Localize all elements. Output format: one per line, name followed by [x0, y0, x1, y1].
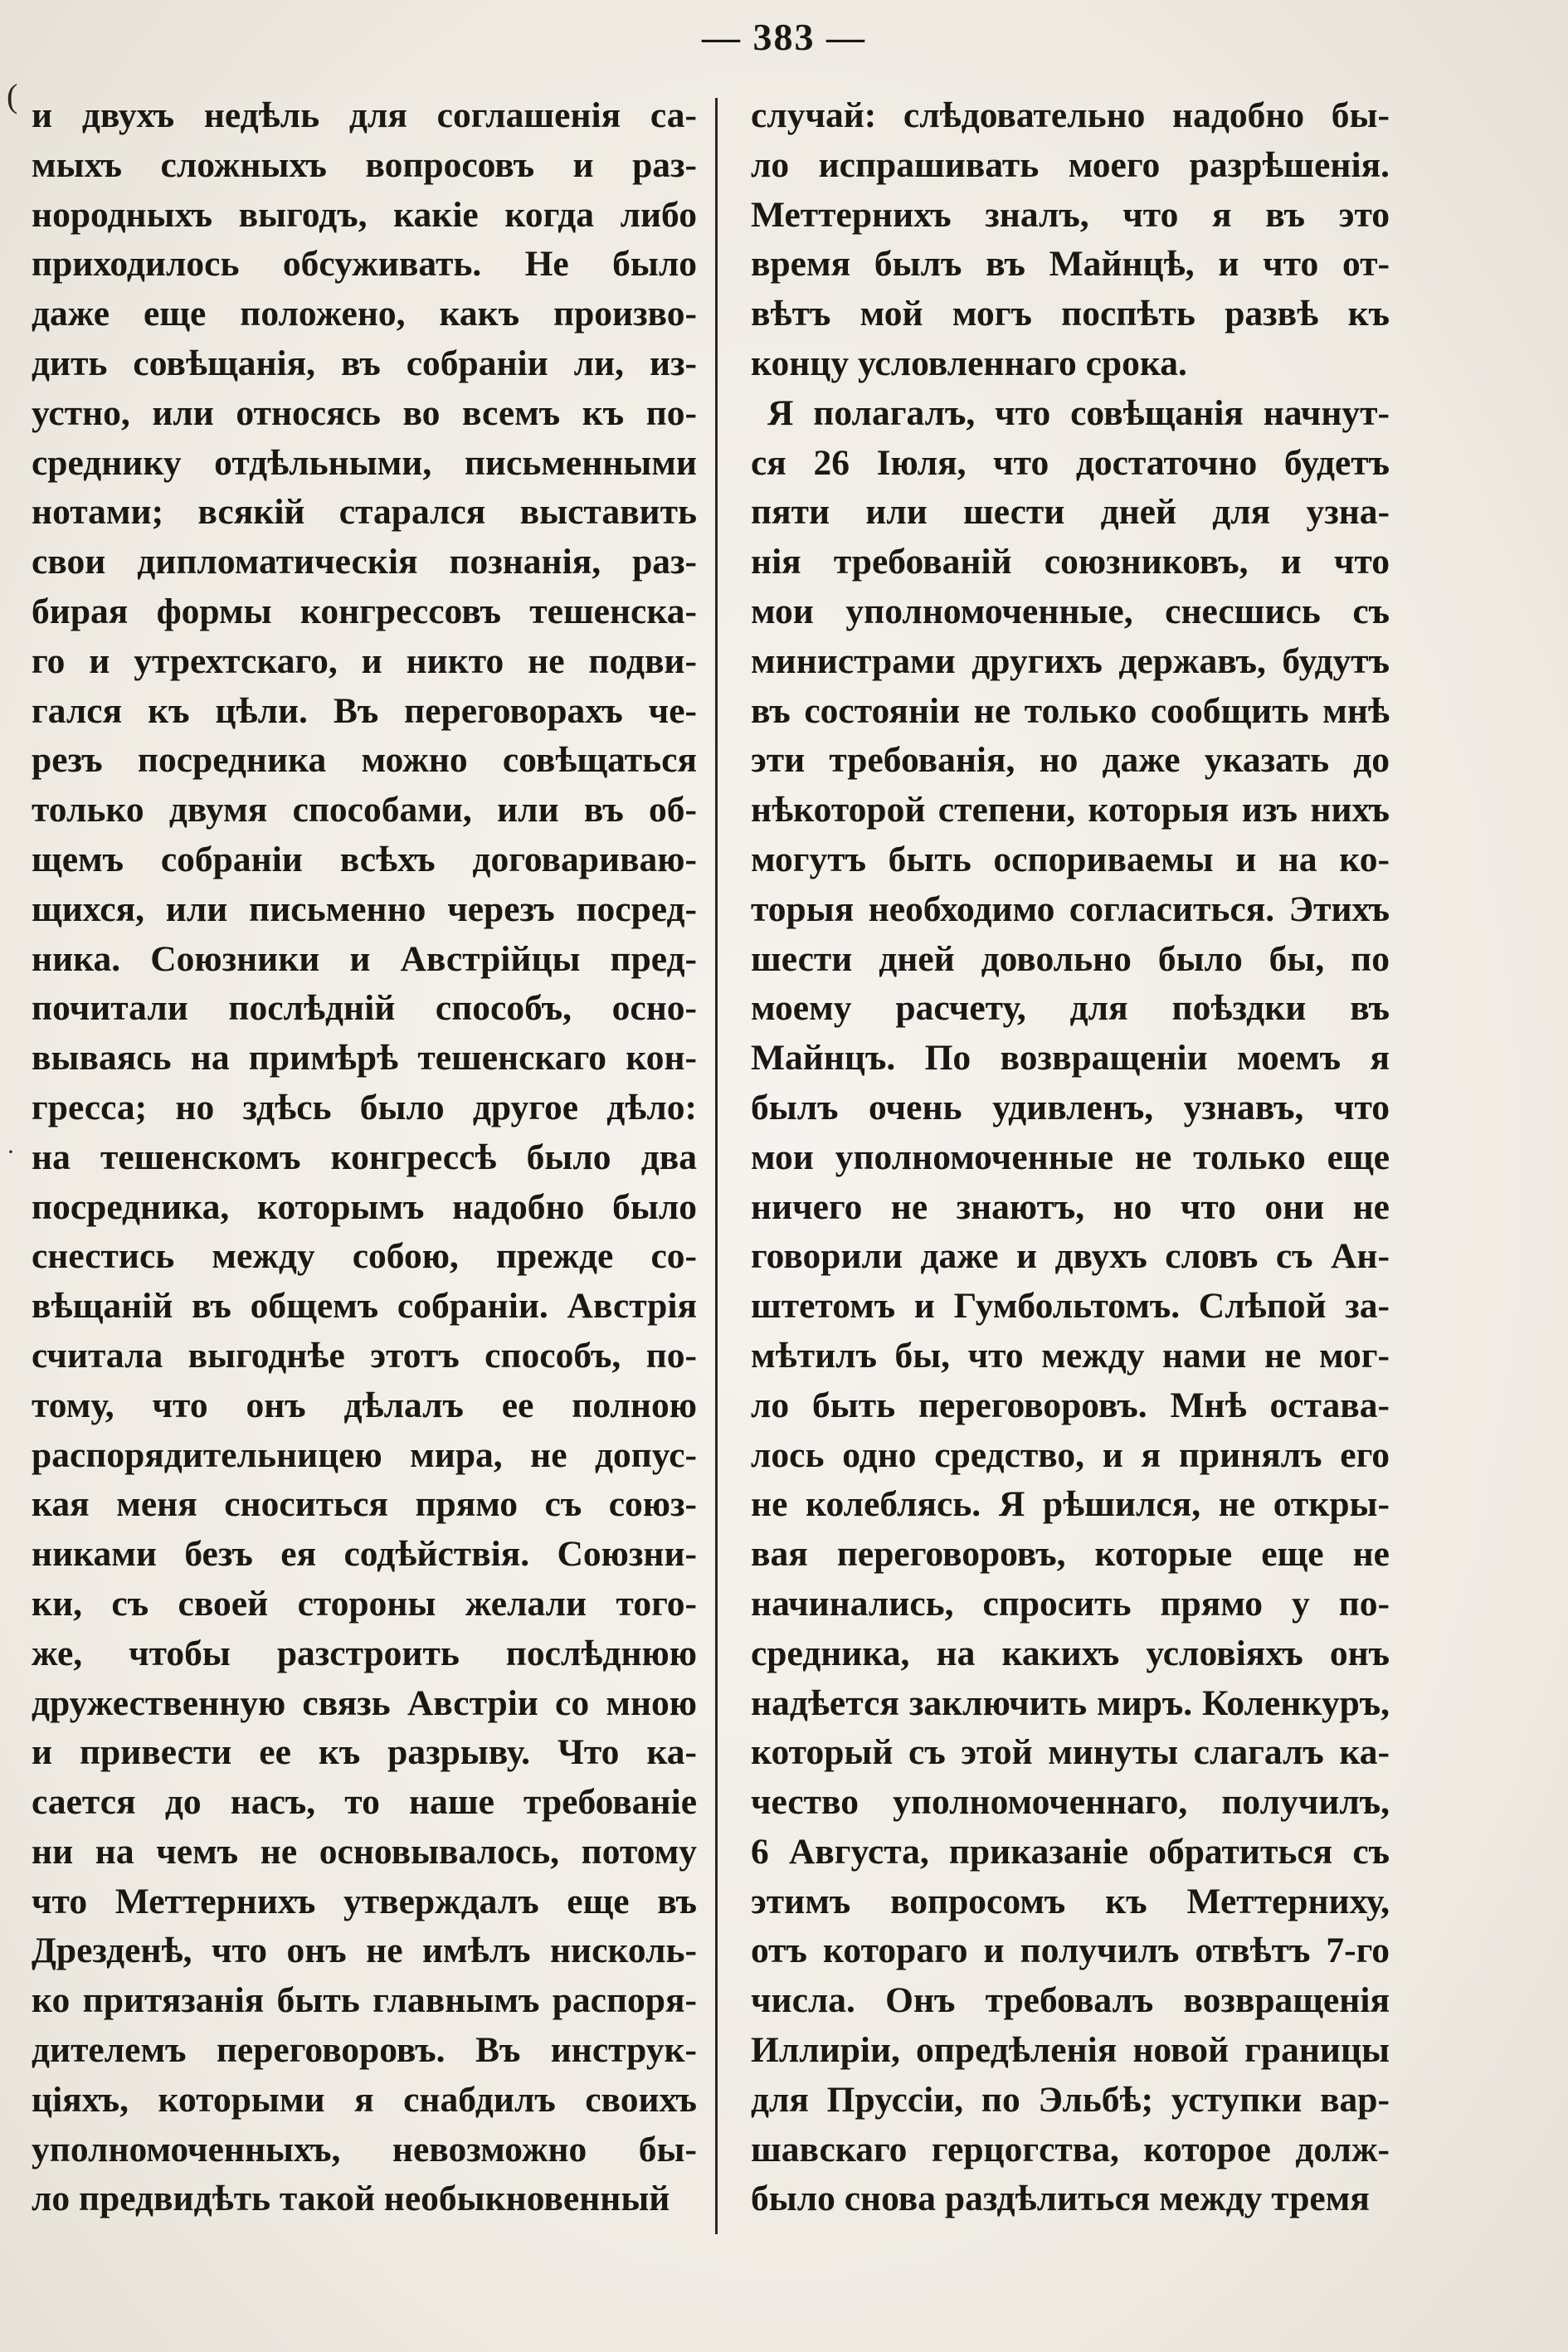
text-line: считала выгоднѣе этотъ способъ, по- [32, 1335, 697, 1376]
text-line: ціяхъ, которыми я снабдилъ своихъ [32, 2079, 697, 2120]
text-line: нѣкоторой степени, которыя изъ нихъ [751, 790, 1390, 830]
text-line: надѣется заключить миръ. Коленкуръ, [751, 1682, 1390, 1723]
right-text-column [751, 91, 1390, 2224]
column-divider [715, 98, 718, 2234]
text-line: ни на чемъ не основывалось, потому [32, 1831, 697, 1872]
text-line: вываясь на примѣрѣ тешенскаго кон- [32, 1038, 697, 1079]
text-line: никами безъ ея содѣйствія. Союзни- [32, 1534, 697, 1575]
text-line: числа. Онъ требовалъ возвращенія [751, 1980, 1390, 2021]
text-line: ся 26 Іюля, что достаточно будетъ [751, 442, 1390, 483]
text-line: могутъ быть оспориваемы и на ко- [751, 839, 1390, 879]
margin-bracket-mark: ( [7, 77, 18, 114]
text-line: ло испрашивать моего разрѣшенія. [751, 144, 1390, 185]
text-line: вѣтъ мой могъ поспѣть развѣ къ [751, 294, 1390, 334]
text-line: шавскаго герцогства, которое долж- [751, 2129, 1390, 2169]
text-line: нотами; всякій старался выставить [32, 492, 697, 533]
text-line: среднику отдѣльными, письменными [32, 442, 697, 483]
left-text-column [32, 91, 697, 2224]
text-line: мыхъ сложныхъ вопросовъ и раз- [32, 144, 697, 185]
text-line: снестись между собою, прежде со- [32, 1236, 697, 1277]
text-line: нія требованій союзниковъ, и что [751, 542, 1390, 582]
text-line: мои уполномоченные, снесшись съ [751, 591, 1390, 631]
text-line: ло предвидѣть такой необыкновенный [32, 2179, 670, 2219]
text-line: чество уполномоченнаго, получилъ, [751, 1782, 1390, 1823]
text-line: мѣтилъ бы, что между нами не мог- [751, 1335, 1390, 1376]
text-line: этимъ вопросомъ къ Меттерниху, [751, 1881, 1390, 1921]
text-line: говорили даже и двухъ словъ съ Ан- [751, 1236, 1390, 1277]
text-line: только двумя способами, или въ об- [32, 790, 697, 830]
text-line: дружественную связь Австріи со мною [32, 1682, 697, 1723]
text-line: лось одно средство, и я принялъ его [751, 1434, 1390, 1475]
text-line: моему расчету, для поѣздки въ [751, 988, 1390, 1029]
text-line: вая переговоровъ, которые еще не [751, 1534, 1390, 1575]
text-line: который съ этой минуты слагалъ ка- [751, 1732, 1390, 1773]
text-line: ко притязанія быть главнымъ распоря- [32, 1980, 697, 2021]
text-line: дить совѣщанія, въ собраніи ли, из- [32, 343, 697, 383]
text-line: гресса; но здѣсь было другое дѣло: [32, 1087, 697, 1127]
text-line: отъ котораго и получилъ отвѣтъ 7-го [751, 1931, 1390, 1971]
text-line: посредника, которымъ надобно было [32, 1186, 697, 1227]
text-line: свои дипломатическія познанія, раз- [32, 542, 697, 582]
text-line: приходилось обсуживать. Не было [32, 244, 697, 285]
text-line: нородныхъ выгодъ, какіе когда либо [32, 194, 697, 235]
text-line: начинались, спросить прямо у по- [751, 1583, 1390, 1624]
text-line: время былъ въ Майнцѣ, и что от- [751, 244, 1390, 285]
text-line: ки, съ своей стороны желали того- [32, 1583, 697, 1624]
text-line: кая меня сноситься прямо съ союз- [32, 1484, 697, 1525]
text-line: ло быть переговоровъ. Мнѣ остава- [751, 1385, 1390, 1425]
text-line: Я полагалъ, что совѣщанія начнут- [767, 392, 1390, 433]
text-line: мои уполномоченные не только еще [751, 1137, 1390, 1177]
text-line: почитали послѣдній способъ, осно- [32, 988, 697, 1029]
text-line: дителемъ переговоровъ. Въ инструк- [32, 2030, 697, 2071]
text-line: торыя необходимо согласиться. Этихъ [751, 889, 1390, 929]
text-line: даже еще положено, какъ произво- [32, 294, 697, 334]
text-line: Дрезденѣ, что онъ не имѣлъ нисколь- [32, 1931, 697, 1971]
text-line: и привести ее къ разрыву. Что ка- [32, 1732, 697, 1773]
page-number: — 383 — [702, 16, 866, 58]
text-line: Майнцъ. По возвращеніи моемъ я [751, 1038, 1390, 1079]
text-line: что Меттернихъ утверждалъ еще въ [32, 1881, 697, 1921]
text-line: случай: слѣдовательно надобно бы- [751, 95, 1390, 135]
text-line: уполномоченныхъ, невозможно бы- [32, 2129, 697, 2169]
text-line: шести дней довольно было бы, по [751, 938, 1390, 979]
text-line: вѣщаній въ общемъ собраніи. Австрія [32, 1286, 697, 1327]
text-line: концу условленнаго срока. [751, 343, 1187, 383]
text-line: и двухъ недѣль для соглашенія са- [32, 95, 697, 135]
text-line: резъ посредника можно совѣщаться [32, 740, 697, 781]
text-line: бирая формы конгрессовъ тешенска- [32, 591, 697, 631]
text-line: щемъ собраніи всѣхъ договаривaю- [32, 839, 697, 879]
text-line: ника. Союзники и Австрійцы пред- [32, 938, 697, 979]
text-line: ничего не знаютъ, но что они не [751, 1186, 1390, 1227]
text-line: Иллиріи, опредѣленія новой границы [751, 2030, 1390, 2071]
text-line: былъ очень удивленъ, узнавъ, что [751, 1087, 1390, 1127]
text-line: устно, или относясь во всемъ къ по- [32, 392, 697, 433]
text-line: тому, что онъ дѣлалъ ее полною [32, 1385, 697, 1425]
text-line: Меттернихъ зналъ, что я въ это [751, 194, 1390, 235]
text-line: распорядительницею мира, не допус- [32, 1434, 697, 1475]
text-line: средника, на какихъ условіяхъ онъ [751, 1633, 1390, 1673]
text-line: же, чтобы разстроить послѣднюю [32, 1633, 697, 1673]
margin-dot-mark: · [7, 1138, 15, 1166]
text-line: 6 Августа, приказаніе обратиться съ [751, 1831, 1390, 1872]
text-line: на тешенскомъ конгрессѣ было два [32, 1137, 697, 1177]
text-line: не колеблясь. Я рѣшился, не откры- [751, 1484, 1390, 1525]
text-line: въ состояніи не только сообщить мнѣ [751, 690, 1390, 731]
text-line: сается до насъ, то наше требованіе [32, 1782, 697, 1823]
text-line: штетомъ и Гумбольтомъ. Слѣпой за- [751, 1286, 1390, 1327]
text-line: эти требованія, но даже указать до [751, 740, 1390, 781]
text-line: пяти или шести дней для узна- [751, 492, 1390, 533]
text-line: го и утрехтскаго, и никто не подви- [32, 640, 697, 681]
text-line: щихся, или письменно черезъ посред- [32, 889, 697, 929]
text-line: министрами другихъ державъ, будутъ [751, 640, 1390, 681]
text-line: было снова раздѣлиться между тремя [751, 2179, 1370, 2219]
text-line: для Пруссіи, по Эльбѣ; уступки вар- [751, 2079, 1390, 2120]
text-line: гался къ цѣли. Въ переговорахъ че- [32, 690, 697, 731]
